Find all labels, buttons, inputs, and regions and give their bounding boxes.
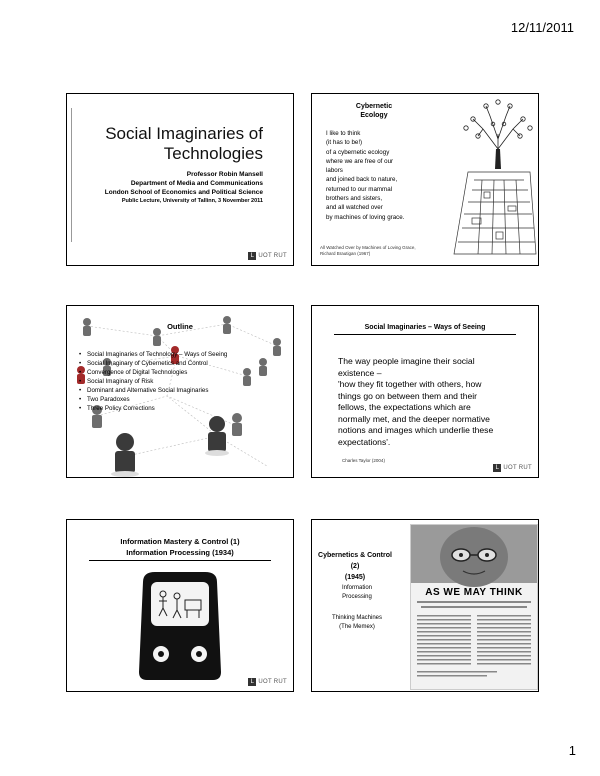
poem-line: where we are free of our (326, 157, 394, 165)
author-name: Professor Robin Mansell (186, 171, 263, 178)
slide-title-information-mastery (67, 536, 293, 558)
event-info: Public Lecture, University of Tallinn, 3 November 2011 (121, 198, 263, 204)
title-line-2: Technologies (163, 144, 263, 163)
topic-line: (The Memex) (339, 624, 375, 630)
article-headline: AS WE MAY THINK (425, 587, 523, 598)
slide-title-cybernetics-control (314, 550, 396, 583)
slide-outline (66, 305, 294, 478)
quote-line: things go on between them and their (338, 390, 478, 401)
outline-item: • Convergence of Digital Technologies (81, 368, 227, 377)
logo-text: UOT RUT (503, 465, 532, 471)
page-number: 1 (568, 743, 576, 758)
caption-line-2: Richard Brautigan (1967) (320, 251, 371, 256)
logo-text: UOT RUT (258, 253, 287, 259)
poem-line: of a cybernetic ecology (326, 148, 390, 156)
title-line-1: Cybernetics & Control (2) (318, 552, 392, 570)
poem-line: (it has to be!) (326, 139, 363, 147)
outline-item: • Social Imaginaries of Technology – Ways of Seeing (81, 350, 227, 359)
poem-text (326, 129, 404, 222)
title-line-2: Information Processing (1934) (126, 548, 234, 557)
poem-line: labors (326, 167, 343, 175)
article-clipping (410, 524, 538, 690)
university-logo (493, 464, 532, 472)
article-clipping-image (411, 525, 537, 689)
university-logo (248, 678, 287, 686)
quote-line: existence – (338, 367, 382, 378)
quote-line: The way people imagine their social (338, 356, 475, 366)
logo-mark: L (248, 252, 256, 260)
print-date: 12/11/2011 (510, 20, 574, 35)
slide-cybernetics-control (311, 519, 539, 692)
university-logo (248, 252, 287, 260)
quote-body (338, 356, 518, 448)
title-rule (89, 560, 271, 561)
topic-information-processing (318, 584, 396, 602)
outline-item: • Two Paradoxes (81, 395, 227, 404)
outline-list (73, 350, 227, 413)
poem-line: by machines of loving grace. (326, 213, 405, 221)
slide-title-cybernetic (324, 102, 424, 120)
title-line-1: Information Mastery & Control (1) (120, 537, 240, 546)
logo-mark: L (248, 678, 256, 686)
poem-line: returned to our mammal (326, 185, 393, 193)
title-line-1: Cybernetic (355, 103, 393, 110)
topic-line: Information (341, 585, 372, 591)
poem-line: I like to think (326, 130, 361, 137)
quote-line: expectations'. (338, 436, 391, 447)
title-rule (334, 334, 516, 335)
outline-item: • Social Imaginary of Risk (81, 377, 227, 386)
outline-title: Outline (167, 322, 193, 331)
outline-item: • Three Policy Corrections (81, 404, 227, 413)
outline-item: • Dominant and Alternative Social Imaginaries (81, 386, 227, 395)
logo-text: UOT RUT (258, 679, 287, 685)
quote-line: notions and images which underlie these (338, 425, 494, 435)
title-line-2: Ecology (360, 112, 388, 119)
presenter-info (105, 170, 263, 206)
outline-item: • Social Imaginary of Cybernetics and Control (81, 359, 227, 368)
poem-line: and all watched over (326, 204, 383, 212)
quote-citation: Charles Taylor (2004) (342, 458, 385, 463)
caption-line-1: All Watched Over by Machines of Loving Grace, (320, 245, 416, 250)
topic-line: Thinking Machines (331, 615, 383, 621)
slide-social-imaginaries (311, 305, 539, 478)
slide-cybernetic-ecology (311, 93, 539, 266)
school-name: London School of Economics and Political Science (104, 189, 263, 196)
topic-thinking-machines (318, 614, 396, 632)
poem-caption (320, 245, 416, 257)
slide-title (66, 93, 294, 266)
topic-line: Processing (342, 594, 372, 600)
department: Department of Media and Communications (130, 180, 263, 187)
information-machine-illustration (133, 572, 227, 684)
poem-line: brothers and sisters, (326, 195, 383, 203)
poem-line: and joined back to nature, (326, 176, 398, 184)
presentation-title (67, 124, 263, 164)
title-line-2: (1945) (344, 574, 366, 581)
circuit-tree-illustration (438, 94, 538, 265)
quote-line: 'how they fit together with others, how (338, 379, 482, 389)
title-line-1: Social Imaginaries of (105, 124, 263, 143)
quote-line: fellows, the expectations which are (338, 402, 471, 412)
logo-mark: L (493, 464, 501, 472)
quote-line: normally met, and the deeper normative (338, 413, 490, 424)
slide-title-ways-of-seeing: Social Imaginaries – Ways of Seeing (364, 324, 486, 331)
slide-information-mastery (66, 519, 294, 692)
